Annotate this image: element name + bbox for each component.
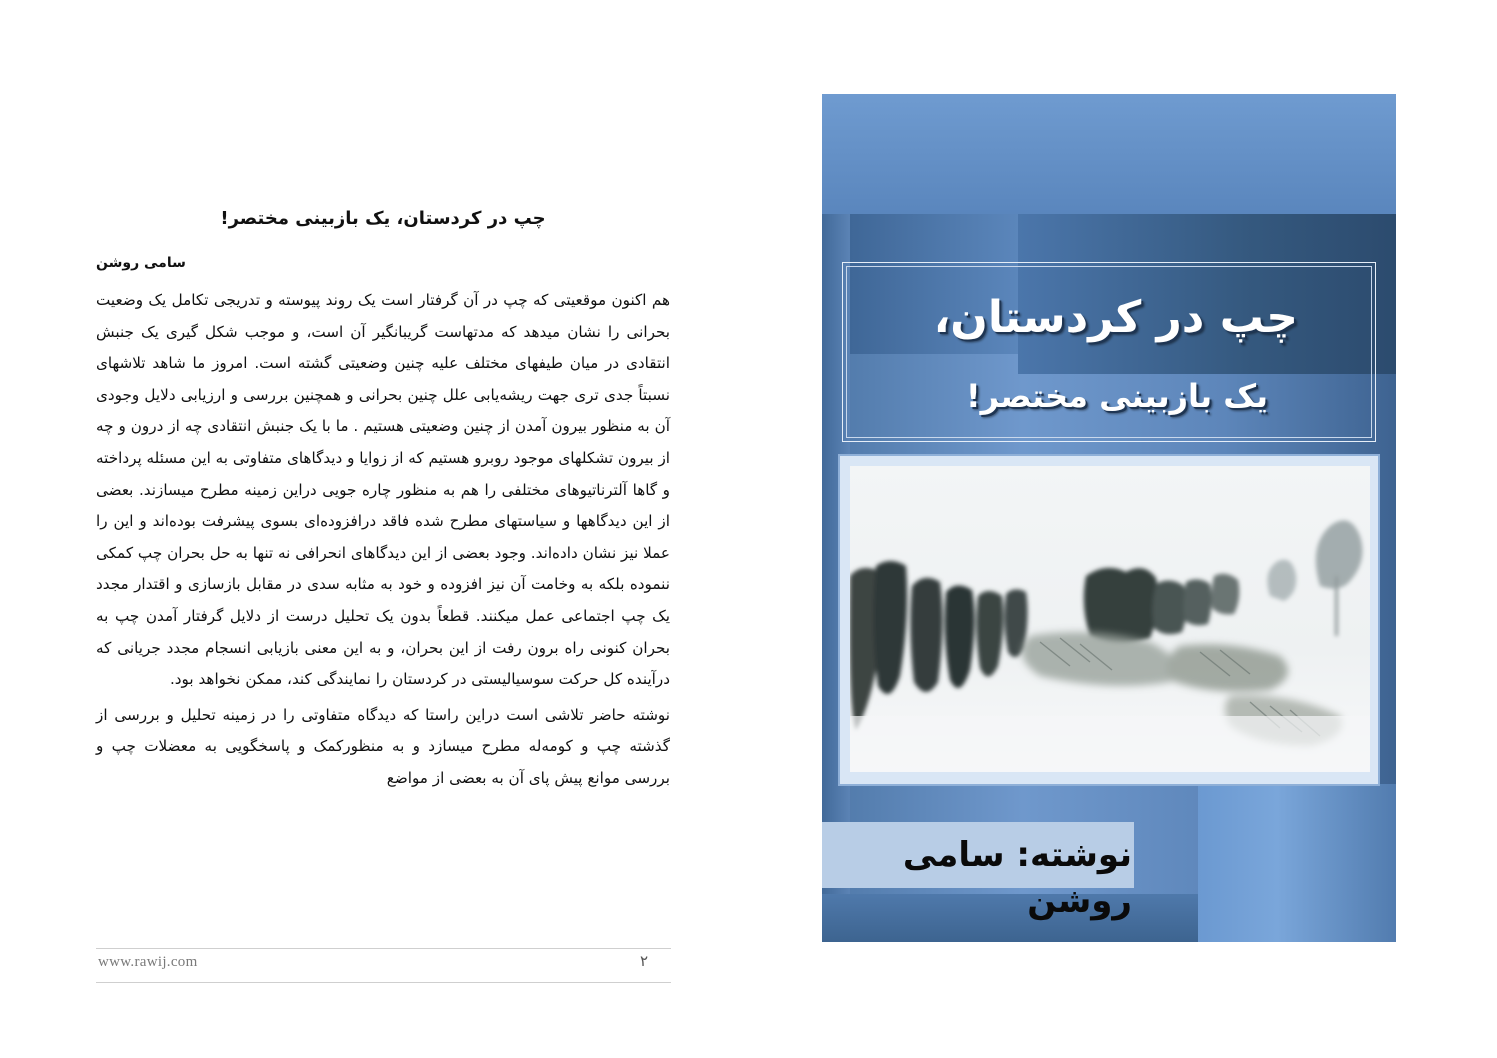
- cover-title-line-2: یک بازبینی مختصر!: [966, 377, 1268, 415]
- cover-photo-snowy-landscape: [850, 466, 1370, 772]
- footer-page-number: ۲: [640, 952, 649, 970]
- article: [96, 208, 670, 799]
- article-paragraph: هم اکنون موقعیتی که چپ در آن گرفتار است یک روند پیوسته و تدریجی تکامل یک وضعیت بحرانی را نشان میدهد که مدتهاست گریبانگیر آن است، و موجب شکل گیری یک جنبش انتقادی در میان طیفهای مختلف علیه چنین وضعیتی گشته است. امروز ما شاهد تلاشهای نسبتاً جدی تری جهت ریشه‌یابی علل چنین بحرانی و همچنین بررسی و ارزیابی دلایل وجودی آن به منظور بیرون آمدن از چنین وضعیتی هستیم . ما با یک جنبش انتقادی چه از درون و چه از بیرون تشکلهای موجود روبرو هستیم که از زوایا و دیدگاهای متفاوتی به این مسئله پرداخته و گاها آلترناتیوهای مختلفی را هم به منظور چاره جویی دراین زمینه مطرح میسازند. بعضی از این دیدگاهها و سیاستهای مطرح شده فاقد درافزوده‌ای بسوی پیشرفت بوده‌اند و این را عملا نیز نشان داده‌اند. وجود بعضی از این دیدگاهای انحرافی نه تنها به حل بحران چپ کمکی ننموده بلکه به وخامت آن نیز افزوده و خود به مثابه سدی در مقابل بازسازی و اقتدار مجدد یک چپ اجتماعی عمل میکنند. قطعاً بدون یک تحلیل درست از دلایل گرفتار آمدن چپ به بحران کنونی راه برون رفت از این بحران، و به این معنی بازیابی انسجام مجدد جریانی که درآینده کل حرکت سوسیالیستی در کردستان را نمایندگی کند، ممکن نخواهد بود.: [96, 291, 670, 689]
- snow-landscape-image: [850, 466, 1370, 772]
- footer-divider-top: [96, 948, 671, 949]
- article-paragraph: نوشته حاضر تلاشی است دراین راستا که دیدگاه متفاوتی را در زمینه تحلیل و بررسی از گذشته چپ و کومه‌له مطرح میسازد و به منظورکمک و پاسخگویی به معضلات چپ و بررسی موانع پیش پای آن به بعضی از مواضع: [96, 705, 670, 787]
- cover-title-line-1: چپ در کردستان،: [933, 292, 1298, 343]
- cover-block: [1198, 784, 1396, 942]
- cover-band: [822, 94, 1396, 214]
- cover-author: نوشته: سامی روشن: [902, 835, 1132, 921]
- article-author: [96, 255, 670, 271]
- book-cover: [822, 94, 1396, 942]
- article-author-name: سامی روشن: [96, 255, 186, 271]
- footer-website: www.rawij.com: [98, 954, 198, 970]
- footer-divider-bottom: [96, 982, 671, 983]
- article-title: چپ در کردستان، یک بازبینی مختصر!: [220, 208, 546, 229]
